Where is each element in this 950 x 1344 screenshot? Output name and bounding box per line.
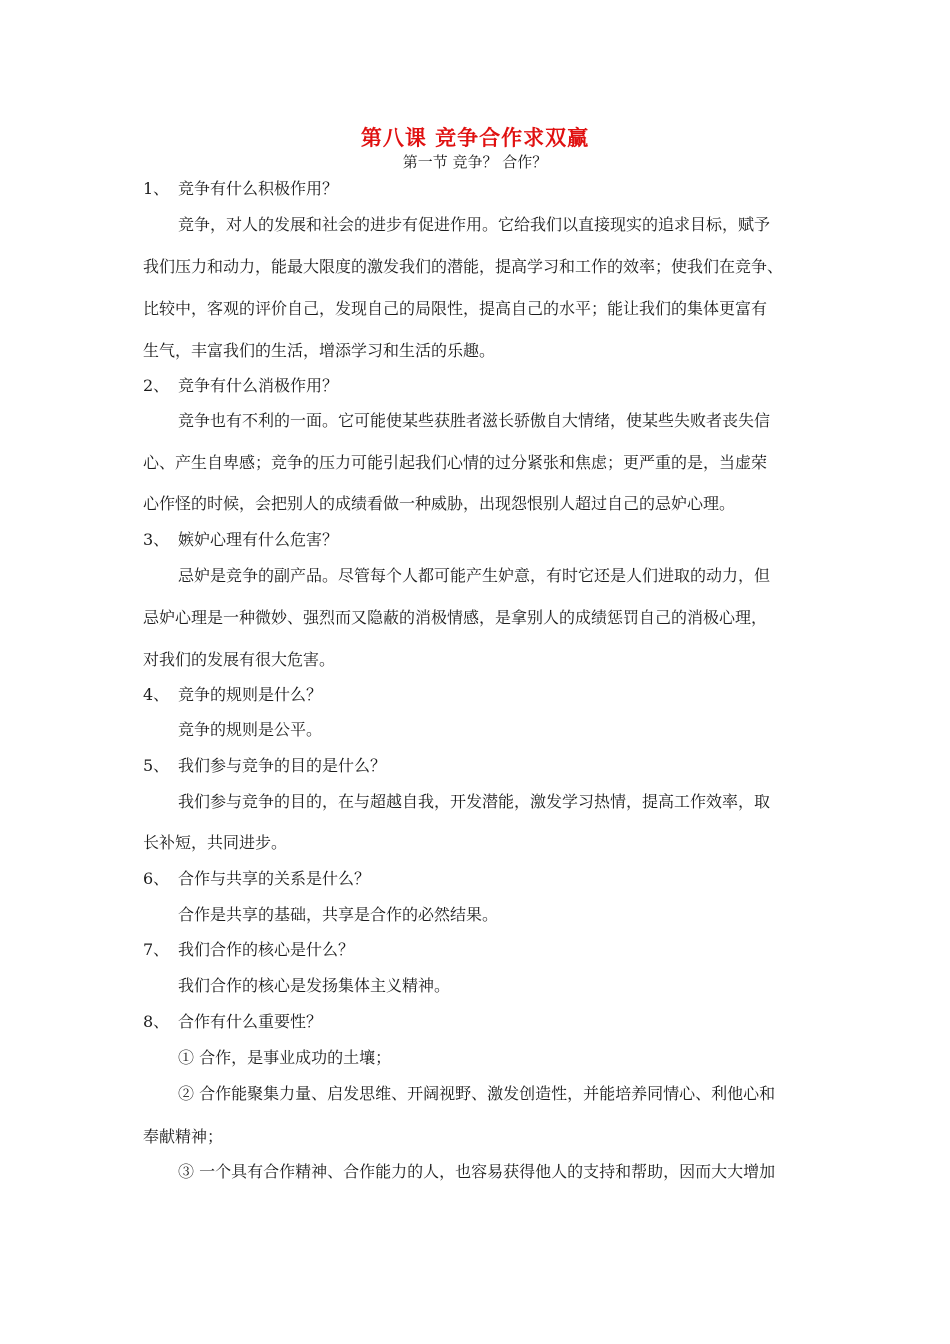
question-number: 8、 <box>143 1012 170 1031</box>
question-text: 我们合作的核心是什么？ <box>178 940 355 959</box>
question-number: 2、 <box>143 376 170 395</box>
question-3 <box>143 527 338 550</box>
question-4 <box>143 682 322 705</box>
question-number: 7、 <box>143 940 170 959</box>
answer-line: 心作怪的时候，会把别人的成绩看做一种威胁，出现怨恨别人超过自己的忌妒心理。 <box>143 494 736 513</box>
answer-line: 竞争，对人的发展和社会的进步有促进作用。它给我们以直接现实的追求目标，赋予 <box>178 215 771 234</box>
question-text: 嫉妒心理有什么危害？ <box>178 530 339 549</box>
answer-item: ① 合作，是事业成功的土壤； <box>178 1048 392 1067</box>
question-number: 5、 <box>143 756 170 775</box>
question-number: 4、 <box>143 685 170 704</box>
answer-line: 合作是共享的基础，共享是合作的必然结果。 <box>178 905 499 924</box>
answer-line: 心、产生自卑感；竞争的压力可能引起我们心情的过分紧张和焦虑；更严重的是，当虚荣 <box>143 453 768 472</box>
answer-line: 竞争也有不利的一面。它可能使某些获胜者滋长骄傲自大情绪，使某些失败者丧失信 <box>178 411 771 430</box>
question-number: 1、 <box>143 179 170 198</box>
answer-item: ③ 一个具有合作精神、合作能力的人，也容易获得他人的支持和帮助，因而大大增加 <box>178 1162 776 1181</box>
answer-line: 竞争的规则是公平。 <box>178 720 323 739</box>
answer-line: 忌妒是竞争的副产品。尽管每个人都可能产生妒意，有时它还是人们进取的动力，但 <box>178 566 771 585</box>
answer-line: 我们压力和动力，能最大限度的激发我们的潜能，提高学习和工作的效率；使我们在竞争、 <box>143 257 784 276</box>
answer-line: 长补短，共同进步。 <box>143 833 288 852</box>
question-text: 合作与共享的关系是什么？ <box>178 869 371 888</box>
question-8 <box>143 1009 322 1032</box>
question-1 <box>143 176 338 199</box>
answer-line: 我们合作的核心是发扬集体主义精神。 <box>178 976 451 995</box>
question-text: 我们参与竞争的目的是什么？ <box>178 756 387 775</box>
document-title: 第八课 竞争合作求双赢 <box>360 126 590 150</box>
question-text: 合作有什么重要性？ <box>178 1012 323 1031</box>
question-text: 竞争有什么积极作用？ <box>178 179 339 198</box>
question-6 <box>143 866 370 889</box>
question-5 <box>143 753 386 776</box>
question-7 <box>143 937 354 960</box>
answer-line: 忌妒心理是一种微妙、强烈而又隐蔽的消极情感，是拿别人的成绩惩罚自己的消极心理， <box>143 608 768 627</box>
question-2 <box>143 373 338 396</box>
answer-line: 对我们的发展有很大危害。 <box>143 650 336 669</box>
question-number: 6、 <box>143 869 170 888</box>
answer-line: 我们参与竞争的目的，在与超越自我，开发潜能，激发学习热情，提高工作效率，取 <box>178 792 771 811</box>
section-subtitle: 第一节 竞争？ 合作？ <box>402 153 548 171</box>
question-number: 3、 <box>143 530 170 549</box>
answer-item: ② 合作能聚集力量、启发思维、开阔视野、激发创造性，并能培养同情心、利他心和 <box>178 1084 776 1103</box>
answer-line: 奉献精神； <box>143 1127 224 1146</box>
question-text: 竞争有什么消极作用？ <box>178 376 339 395</box>
question-text: 竞争的规则是什么？ <box>178 685 323 704</box>
answer-line: 比较中，客观的评价自己，发现自己的局限性，提高自己的水平；能让我们的集体更富有 <box>143 299 768 318</box>
answer-line: 生气，丰富我们的生活，增添学习和生活的乐趣。 <box>143 341 496 360</box>
